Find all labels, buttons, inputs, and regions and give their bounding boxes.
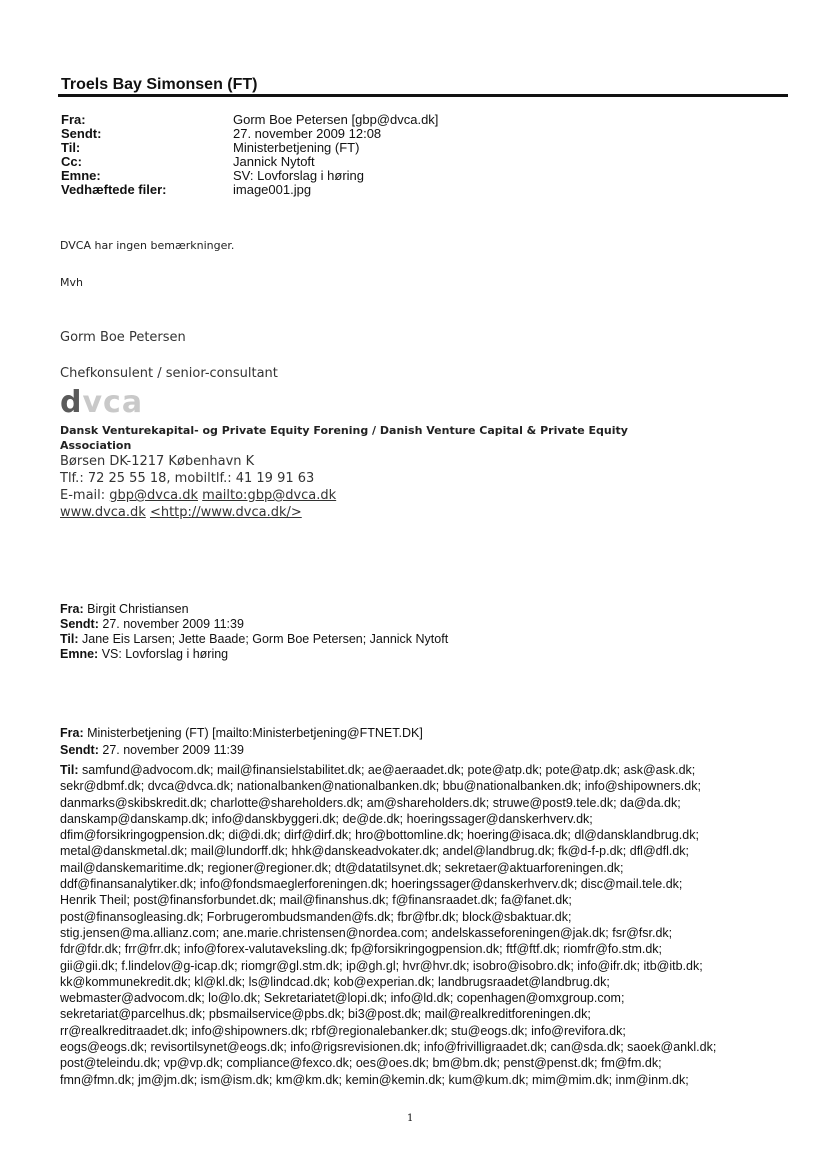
recipient-line: eogs@eogs.dk; revisortilsynet@eogs.dk; info@rigsrevisionen.dk; info@frivilligraadet.dk; can@sda.dk; saoek@ankl.dk; [60,1040,717,1055]
value-til: Ministerbetjening (FT) [233,140,360,155]
value-cc: Jannick Nytoft [233,154,315,169]
recipient-line: kk@kommunekredit.dk; kl@kl.dk; ls@lindcad.dk; kob@experian.dk; landbrugsraadet@landbrug.dk; [60,974,610,989]
email-mailto-link[interactable]: mailto:gbp@dvca.dk [202,488,337,503]
message-line-1: DVCA har ingen bemærkninger. [60,239,235,252]
email-link[interactable]: gbp@dvca.dk [109,488,199,503]
forward-2-til-label: Til: [60,763,79,777]
forward-1-fra: Fra: Birgit Christiansen [60,602,189,616]
value-sendt: 27. november 2009 12:08 [233,126,382,141]
label-cc: Cc: [61,154,82,169]
page-number: 1 [407,1113,414,1124]
recipient-line: dfim@forsikringogpension.dk; di@di.dk; dirf@dirf.dk; hro@bottomline.dk; hoering@isaca.dk; dl@dansklandbrug.dk; [60,828,699,843]
recipient-line: ddf@finansanalytiker.dk; info@fondsmaeglerforeningen.dk; hoeringssager@danskerhverv.dk; disc@mail.tele.dk; [60,877,683,892]
header-values [233,113,438,197]
recipient-line: Henrik Theil; post@finansforbundet.dk; mail@finanshus.dk; f@finansraadet.dk; fa@fanet.dk; [60,893,572,908]
recipient-line: post@teleindu.dk; vp@vp.dk; compliance@fexco.dk; oes@oes.dk; bm@bm.dk; penst@penst.dk; fm@fm.dk; [60,1056,662,1071]
recipient-line: mail@danskemaritime.dk; regioner@regioner.dk; dt@datatilsynet.dk; sekretaer@aktuarforeningen.dk; [60,860,624,875]
recipient-line: webmaster@advocom.dk; lo@lo.dk; Sekretariatet@lopi.dk; info@ld.dk; copenhagen@omxgroup.com; [60,991,625,1006]
org-name-line-1: Dansk Venturekapital- og Private Equity Forening / Danish Venture Capital & Private Equity [60,424,628,437]
forward-2-fra: Fra: Ministerbetjening (FT) [mailto:Ministerbetjening@FTNET.DK] [60,726,423,740]
signature-address: Børsen DK-1217 København K [60,454,255,469]
forward-2-sendt: Sendt: 27. november 2009 11:39 [60,743,244,757]
forward-1-header [60,602,448,662]
recipient-line: danmarks@skibskredit.dk; charlotte@shareholders.dk; am@shareholders.dk; struwe@post9.tele.dk; da@da.dk; [60,795,681,810]
label-emne: Emne: [61,168,101,183]
value-fra: Gorm Boe Petersen [gbp@dvca.dk] [233,112,439,127]
recipient-line: gii@gii.dk; f.lindelov@g-icap.dk; riomgr@gl.stm.dk; ip@gh.gl; hvr@hvr.dk; isobro@isobro.dk; info@ifr.dk; itb@itb.dk; [60,958,703,973]
web-url-link[interactable]: <http://www.dvca.dk/> [149,505,302,520]
signature-web-line [60,505,302,520]
web-link[interactable]: www.dvca.dk [60,505,146,520]
recipient-line: post@finansogleasing.dk; Forbrugerombudsmanden@fs.dk; fbr@fbr.dk; block@sbaktuar.dk; [60,909,572,924]
recipient-line: Til: samfund@advocom.dk; mail@finansielstabilitet.dk; ae@aeraadet.dk; pote@atp.dk; pote@atp.dk; ask@ask.dk; [60,763,696,777]
dvca-logo [60,385,144,420]
label-til: Til: [61,140,81,155]
forward-1-sendt: Sendt: 27. november 2009 11:39 [60,617,244,631]
value-attachments[interactable]: image001.jpg [233,182,312,197]
title-rule [58,94,788,97]
label-fra: Fra: [61,112,86,127]
message-line-2: Mvh [60,276,83,289]
signature-name: Gorm Boe Petersen [60,330,186,345]
logo-letter-d: d [60,385,83,420]
signature-phone: Tlf.: 72 25 55 18, mobiltlf.: 41 19 91 63 [60,471,315,486]
org-name-line-2: Association [60,439,132,452]
signature-role: Chefkonsulent / senior-consultant [60,366,278,381]
forward-1-emne: Emne: VS: Lovforslag i høring [60,647,229,661]
recipient-line: metal@danskmetal.dk; mail@lundorff.dk; hhk@danskeadvokater.dk; andel@landbrug.dk; fk@d-f-p.dk; dfl@dfl.dk; [60,844,689,859]
recipient-line: fmn@fmn.dk; jm@jm.dk; ism@ism.dk; km@km.dk; kemin@kemin.dk; kum@kum.dk; mim@mim.dk; inm@inm.dk; [60,1072,689,1087]
document-title: Troels Bay Simonsen (FT) [61,76,258,93]
recipient-line: stig.jensen@ma.allianz.com; ane.marie.christensen@nordea.com; andelskasseforeningen@jak.dk; fsr@fsr.dk; [60,925,673,940]
logo-letters-vca: vca [82,385,144,420]
value-emne: SV: Lovforslag i høring [233,168,365,183]
recipient-line: sekretariat@parcelhus.dk; pbsmailservice@pbs.dk; bi3@post.dk; mail@realkreditforeningen.dk; [60,1007,591,1022]
label-sendt: Sendt: [61,126,102,141]
recipient-line: danskamp@danskamp.dk; info@danskbyggeri.dk; de@de.dk; hoeringssager@danskerhverv.dk; [60,811,593,826]
signature-email-line [60,488,336,503]
label-attachments: Vedhæftede filer: [61,182,167,197]
recipient-list [60,762,795,1088]
email-prefix: E-mail: [60,488,110,503]
header-labels [61,113,166,197]
recipient-line: sekr@dbmf.dk; dvca@dvca.dk; nationalbanken@nationalbanken.dk; bbu@nationalbanken.dk; info@shipowners.dk; [60,779,701,794]
recipient-line: rr@realkreditraadet.dk; info@shipowners.dk; rbf@regionalebanker.dk; stu@eogs.dk; info@revifora.dk; [60,1023,626,1038]
forward-1-til: Til: Jane Eis Larsen; Jette Baade; Gorm Boe Petersen; Jannick Nytoft [60,632,449,646]
recipient-line: fdr@fdr.dk; frr@frr.dk; info@forex-valutaveksling.dk; fp@forsikringogpension.dk; ftf@ftf.dk; riomfr@fo.stm.dk; [60,942,663,957]
